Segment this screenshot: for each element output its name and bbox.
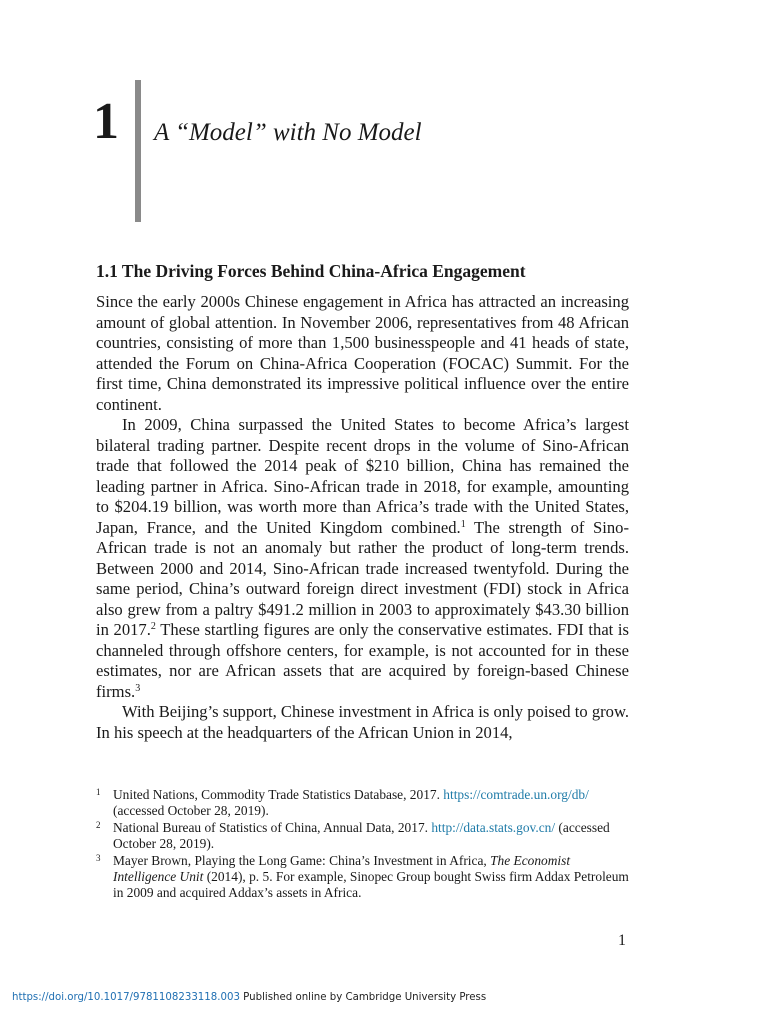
note-ref-3[interactable]: 3 [135, 682, 141, 694]
footnote-mark: 1 [96, 787, 101, 797]
chapter-divider-bar [135, 80, 141, 222]
page-number: 1 [618, 932, 626, 949]
paragraph-2 [96, 415, 629, 702]
section-heading: 1.1 The Driving Forces Behind China-Africa Engagement [96, 261, 526, 281]
footnote-text: (accessed October 28, 2019). [113, 803, 269, 819]
paragraph-2-part-a: In 2009, China surpassed the United States to become Africa’s largest bilateral trading partner. Despite recent drops in the volume of Sino-African trade that followed the 2014 peak of $210 billion, China has remained the leading partner in Africa. Sino-African trade in 2018, for example, amounting to $204.19 billion, was worth more than Africa’s trade with the United States, Japan, France, and the United Kingdom combined. [96, 415, 629, 537]
footnote-text: Mayer Brown, Playing the Long Game: China’s Investment in Africa, [113, 852, 491, 868]
footnote-mark: 3 [96, 852, 101, 863]
doi-link[interactable]: https://doi.org/10.1017/9781108233118.003 [12, 992, 240, 1003]
note-ref-1[interactable]: 1 [460, 518, 466, 530]
footnote-text: National Bureau of Statistics of China, Annual Data, 2017. [113, 819, 432, 835]
paragraph-2-part-c: These startling figures are only the conservative estimates. FDI that is channeled through offshore centers, for example, is not accounted for in these estimates, nor are African assets that are acquired by foreign-based Chinese firms. [96, 620, 629, 701]
paragraph-3: With Beijing’s support, Chinese investment in Africa is only poised to grow. In his speech at the headquarters of the African Union in 2014, [96, 702, 629, 742]
footnote-text: (2014), p. 5. For example, Sinopec Group bought Swiss firm Addax Petroleum in 2009 and acquired Addax’s assets in Africa. [113, 869, 629, 901]
footnote-mark: 2 [96, 819, 101, 830]
note-ref-2[interactable]: 2 [150, 621, 156, 632]
footnotes [96, 787, 630, 902]
footnote-link[interactable]: https://comtrade.un.org/db/ [443, 787, 589, 802]
footnote-link[interactable]: http://data.stats.gov.cn/ [431, 819, 556, 835]
paragraph-2-part-b: The strength of Sino-African trade is not an anomaly but rather the product of long-term trends. Between 2000 and 2014, Sino-African trade increased twentyfold. During the same period, China’s outward foreign direct investment (FDI) stock in Africa also grew from a paltry $491.2 million in 2003 to approximately $43.30 billion in 2017. [96, 517, 629, 639]
footnote-2 [96, 820, 630, 853]
footer-publisher-text: Published online by Cambridge University Press [239, 992, 487, 1003]
footnote-italic-title: The Economist Intelligence Unit [113, 852, 571, 885]
footnote-text: United Nations, Commodity Trade Statistics Database, 2017. [113, 787, 444, 802]
chapter-title: A “Model” with No Model [154, 119, 422, 146]
chapter-number: 1 [93, 93, 119, 150]
paragraph-1: Since the early 2000s Chinese engagement in Africa has attracted an increasing amount of global attention. In November 2006, representatives from 48 African countries, consisting of more than 1,500 businesspeople and 41 heads of state, attended the Forum on China-Africa Cooperation (FOCAC) Summit. For the first time, China demonstrated its impressive political influence over the entire continent. [96, 292, 629, 414]
body-text [96, 292, 629, 743]
footnote-3 [96, 853, 630, 902]
footnote-text: (accessed October 28, 2019). [113, 819, 610, 852]
footer [12, 992, 486, 1003]
footnote-1 [96, 787, 630, 820]
